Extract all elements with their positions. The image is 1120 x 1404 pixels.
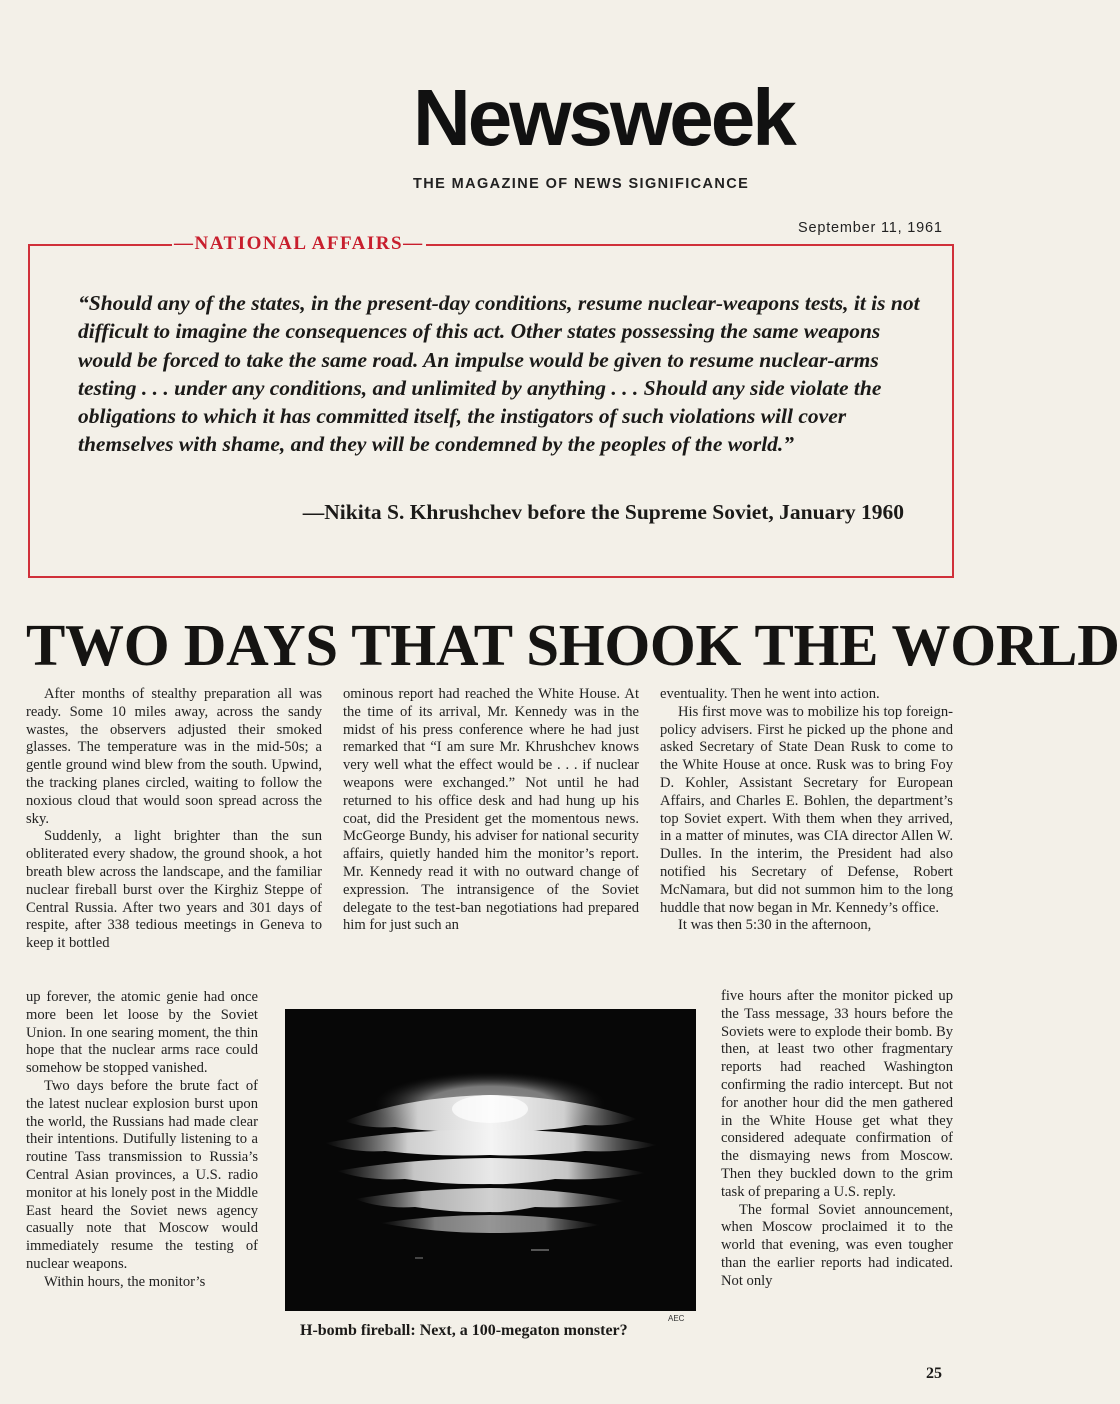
paragraph: Suddenly, a light brighter than the sun obliterated every shadow, the ground shook, a hot breath blew across the landscape, and the familiar nuclear fireball burst over the Kirghiz Steppe of Central Russia. After two years and 301 days of respite, after 338 tedious meetings in Geneva to keep it bottled <box>26 828 322 952</box>
fireball-image <box>285 1009 696 1311</box>
article-column-3-continued <box>721 988 953 1291</box>
hbomb-fireball-photo <box>285 1009 696 1311</box>
photo-caption: H-bomb fireball: Next, a 100-megaton monster? <box>300 1322 628 1339</box>
paragraph: Two days before the brute fact of the latest nuclear explosion burst upon the world, the Russians had made clear their intentions. Dutifully listening to a routine Tass transmission to Russia’s Central Asian provinces, a U.S. radio monitor at his lonely post in the Middle East heard the Soviet news agency casually note that Moscow would immediately resume the testing of nuclear weapons. <box>26 1077 258 1272</box>
paragraph: His first move was to mobilize his top foreign-policy advisers. First he picked up the phone and asked Secretary of State Dean Rusk to come to the White House at once. Rusk was to bring Foy D. Kohler, Assistant Secretary for European Affairs, and Charles E. Bohlen, the department’s top Soviet expert. With them when they arrived, in a matter of minutes, was CIA director Allen W. Dulles. In the interim, the President had also notified his Secretary of Defense, Robert McNamara, but did not summon him to the long huddle that now began in Mr. Kennedy’s office. <box>660 703 953 916</box>
page-number: 25 <box>926 1365 942 1382</box>
paragraph: Within hours, the monitor’s <box>44 1273 206 1290</box>
paragraph: It was then 5:30 in the afternoon, <box>678 917 872 934</box>
section-label: —NATIONAL AFFAIRS— <box>174 233 424 254</box>
masthead-title: Newsweek <box>413 73 794 162</box>
article-column-2 <box>343 686 639 935</box>
paragraph: eventuality. Then he went into action. <box>660 686 880 702</box>
paragraph: five hours after the monitor picked up the Tass message, 33 hours before the Soviets were to explode their bomb. By then, at least two other fragmentary reports had reached Washington confirming the radio intercept. But not for another hour did the men gathered in the White House get what they considered adequate confirmation of the dismaying news from Moscow. Then they buckled down to the grim task of preparing a U.S. reply. <box>721 988 953 1200</box>
pull-quote: “Should any of the states, in the present-day conditions, resume nuclear-weapons tests, it is not difficult to imagine the consequences of this act. Other states possessing the same weapons would be forced to take the same road. An impulse would be given to resume nuclear-arms testing . . . under any conditions, and unlimited by anything . . . Should any side violate the obligations to which it has committed itself, the instigators of such violations will cover themselves with shame, and they will be condemned by the peoples of the world.” <box>78 291 920 457</box>
paragraph: up forever, the atomic genie had once more been let loose by the Soviet Union. In one searing moment, the thin hope that the nuclear arms race could somehow be stopped vanished. <box>26 989 258 1077</box>
article-column-3 <box>660 686 953 935</box>
article-headline: TWO DAYS THAT SHOOK THE WORLD <box>26 612 1120 678</box>
masthead-tagline: THE MAGAZINE OF NEWS SIGNIFICANCE <box>413 176 750 192</box>
photo-credit: AEC <box>668 1314 685 1323</box>
paragraph: ominous report had reached the White House. At the time of its arrival, Mr. Kennedy was in the midst of his press conference where he had just remarked that “I am sure Mr. Khrushchev knows very well what the effect would be . . . if nuclear weapons were exchanged.” Not until he had returned to his office desk and had hung up his coat, did the President get the momentous news. McGeorge Bundy, his adviser for national security affairs, quietly handed him the monitor’s report. Mr. Kennedy read it with no outward change of expression. The intransigence of the Soviet delegate to the test-ban negotiations had prepared him for just such an <box>343 686 639 934</box>
issue-date: September 11, 1961 <box>798 220 943 236</box>
section-label-text: NATIONAL AFFAIRS <box>194 233 404 254</box>
paragraph: After months of stealthy preparation all was ready. Some 10 miles away, across the sandy wastes, the observers adjusted their smoked glasses. The temperature was in the mid-50s; a gentle ground wind blew from the south. Upwind, the tracking planes circled, waiting to follow the noxious cloud that would soon spread across the sky. <box>26 686 322 827</box>
paragraph: The formal Soviet announcement, when Moscow proclaimed it to the world that evening, was even tougher than the earlier reports had indicated. Not only <box>721 1201 953 1289</box>
quote-attribution: —Nikita S. Khrushchev before the Supreme Soviet, January 1960 <box>302 500 904 524</box>
article-column-1 <box>26 686 322 953</box>
article-column-1-continued <box>26 989 258 1292</box>
